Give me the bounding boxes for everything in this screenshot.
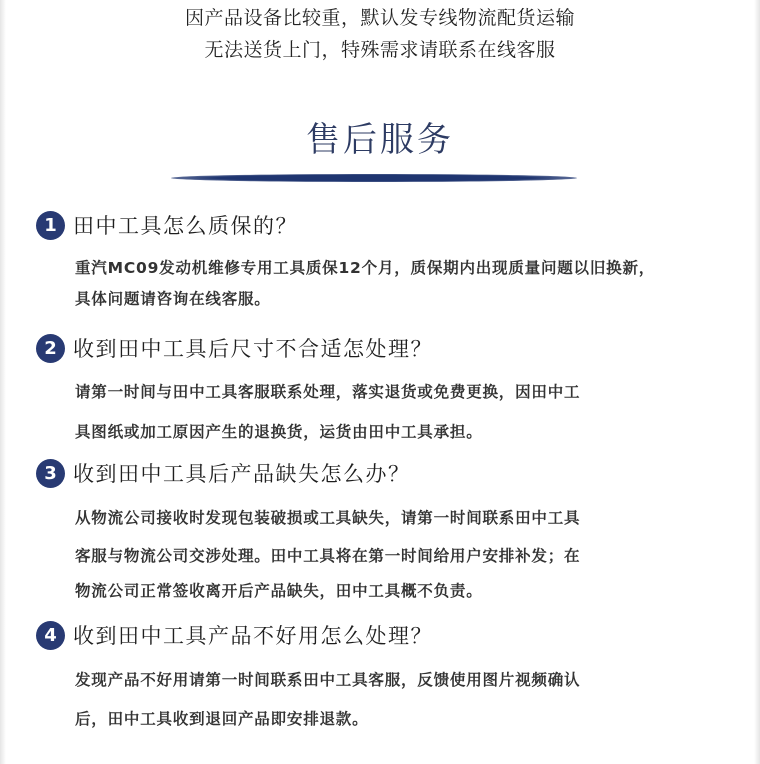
faq-question-4: 收到田中工具产品不好用怎么处理？ <box>73 624 433 648</box>
section-title: 售后服务 <box>306 120 454 160</box>
faq-question-row-3 <box>36 458 411 488</box>
faq-answer-4-line-1: 发现产品不好用请第一时间联系田中工具客服，反馈使用图片视频确认 <box>75 671 581 689</box>
faq-answer-3-line-1: 从物流公司接收时发现包装破损或工具缺失，请第一时间联系田中工具 <box>75 509 581 527</box>
number-badge-4: 4 <box>36 621 65 650</box>
shipping-notice-line-1: 因产品设备比较重，默认发专线物流配货运输 <box>184 7 575 29</box>
faq-question-row-2 <box>36 333 433 363</box>
faq-question-1: 田中工具怎么质保的？ <box>73 214 298 238</box>
number-badge-2: 2 <box>36 334 65 363</box>
faq-answer-3-line-3: 物流公司正常签收离开后产品缺失，田中工具概不负责。 <box>75 582 483 600</box>
faq-answer-3-line-2: 客服与物流公司交涉处理。田中工具将在第一时间给用户安排补发；在 <box>75 547 581 565</box>
faq-question-2: 收到田中工具后尺寸不合适怎处理？ <box>73 337 433 361</box>
faq-answer-2-line-1: 请第一时间与田中工具客服联系处理，落实退货或免费更换，因田中工 <box>75 383 581 401</box>
shipping-notice-line-2: 无法送货上门，特殊需求请联系在线客服 <box>204 39 556 61</box>
number-badge-1: 1 <box>36 211 65 240</box>
faq-question-row-4 <box>36 620 433 650</box>
faq-answer-1-line-1: 重汽MC09发动机维修专用工具质保12个月，质保期内出现质量问题以旧换新， <box>75 259 656 277</box>
faq-answer-1-line-2: 具体问题请咨询在线客服。 <box>75 290 271 308</box>
faq-question-row-1 <box>36 210 298 240</box>
faq-answer-4-line-2: 后，田中工具收到退回产品即安排退款。 <box>75 710 369 728</box>
number-badge-3: 3 <box>36 459 65 488</box>
title-underline <box>171 174 577 182</box>
faq-question-3: 收到田中工具后产品缺失怎么办？ <box>73 462 411 486</box>
faq-answer-2-line-2: 具图纸或加工原因产生的退换货，运货由田中工具承担。 <box>75 423 483 441</box>
